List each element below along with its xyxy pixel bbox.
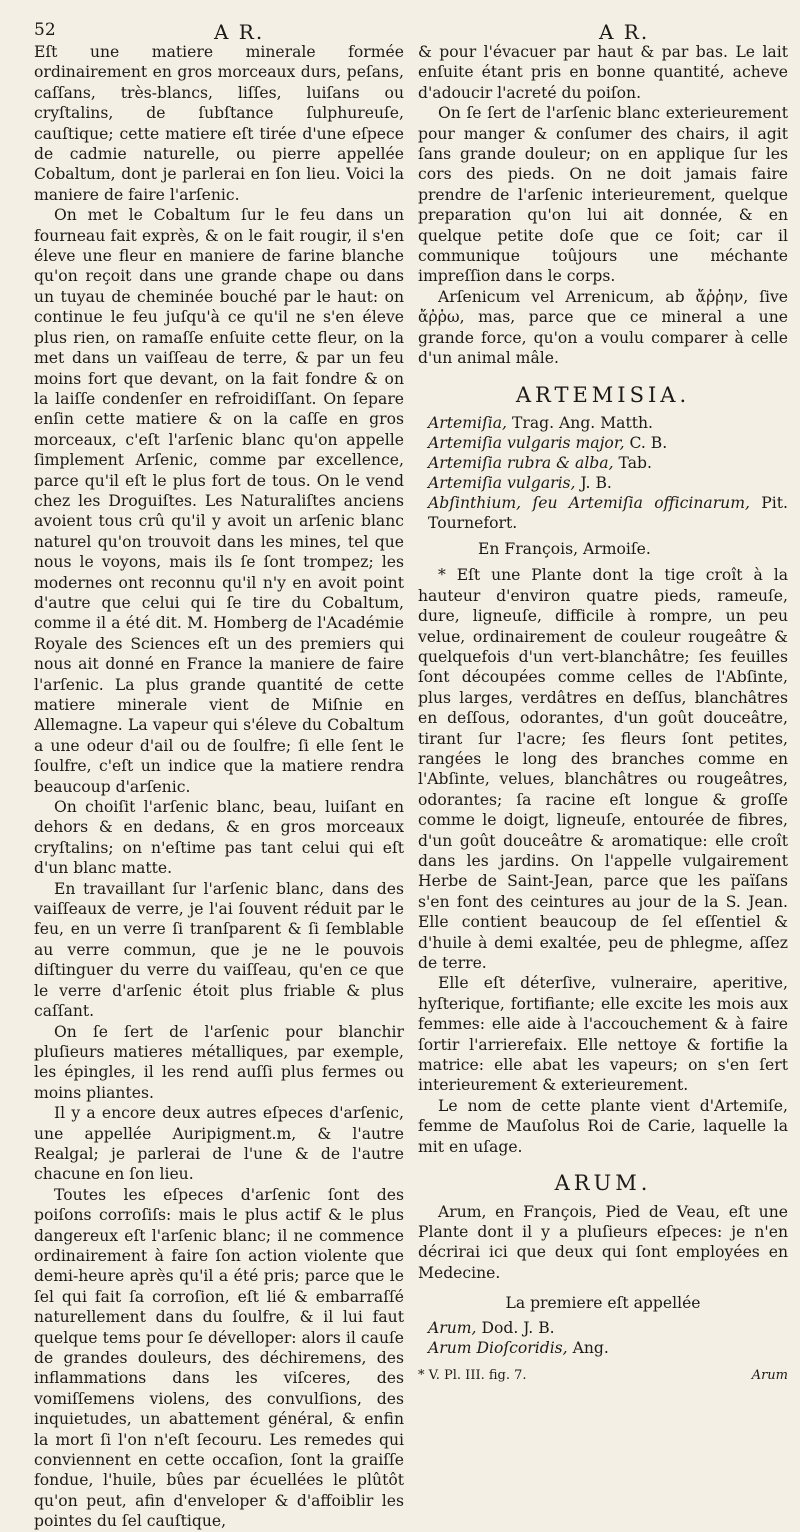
synonym-item (428, 1318, 788, 1338)
synonym-item (428, 413, 788, 433)
synonym-list (428, 413, 788, 533)
entry-heading-artemisia: ARTEMISIA. (515, 382, 691, 407)
page-number: 52 (34, 20, 56, 40)
plate-footnote: * V. Pl. III. fig. 7. (418, 1367, 527, 1383)
entry-heading-arum: ARUM. (554, 1171, 652, 1196)
synonym-name: Abſinthium, ſeu Artemiſia officinarum, (428, 493, 750, 512)
paragraph: Il y a encore deux autres eſpeces d'arſenic, une appellée Auripigment.m, & l'autre Realgal; je parlerai de l'une & de l'autre chacune en ſon lieu. (34, 1104, 404, 1184)
paragraph: Le nom de cette plante vient d'Artemiſe, femme de Mauſolus Roi de Carie, laquelle la mit en uſage. (418, 1096, 788, 1156)
synonym-authority: Tab. (618, 453, 652, 472)
running-head-left: A R. (214, 20, 265, 44)
synonym-authority: Ang. (572, 1338, 609, 1357)
paragraph: On ſe ſert de l'arſenic blanc exterieurement pour manger & conſumer des chairs, il agit ſans grande douleur; on en applique ſur les cors des pieds. On ne doit jamais faire prendre de l'arſenic interieurement, quelque preparation qu'on lui ait donnée, & en quelque petite doſe que ce ſoit; car il communique toûjours une méchante impreſſion dans le corps. (418, 104, 788, 286)
paragraph: Toutes les eſpeces d'arſenic ſont des poiſons corroſiſs: mais le plus actif & le plus dangereux eſt l'arſenic blanc; il ne commence ordinairement à faire ſon action violente que demi-heure après qu'il a été pris; parce que le ſel qui fait ſa corroſion, eſt lié & embarraſſé naturellement dans du ſoulfre, & il lui faut quelque tems pour ſe dévelloper: alors il cauſe de grandes douleurs, des déchiremens, des inflammations dans les viſceres, des vomiſſemens violens, des convulſions, des inquietudes, un abattement général, & enfin la mort ſi l'on n'eſt ſecouru. Les remedes qui conviennent en cette occaſion, ſont la graiſſe fondue, l'huile, bûes par écuellées le plûtôt qu'on peut, afin d'enveloper & d'affoiblir les pointes du ſel cauſtique, (34, 1185, 404, 1531)
synonym-item (428, 453, 788, 473)
synonym-authority: Pit. Tournefort. (428, 493, 788, 532)
synonym-list (428, 1318, 788, 1358)
synonym-name: Artemiſia vulgaris, (428, 473, 576, 492)
two-columns (34, 42, 790, 1532)
synonym-authority: Trag. Ang. Matth. (511, 413, 654, 432)
paragraph: On ſe ſert de l'arſenic pour blanchir pluſieurs matieres métalliques, par exemple, les épingles, il les rend auſſi plus fermes ou moins pliantes. (34, 1022, 404, 1102)
synonym-item (428, 433, 788, 453)
catchword: Arum (751, 1367, 788, 1383)
synonym-name: Arum Dioſcoridis, (428, 1338, 568, 1357)
continuation-paragraph: & pour l'évacuer par haut & par bas. Le lait enſuite étant pris en bonne quantité, acheve d'adoucir l'acreté du poiſon. (418, 43, 788, 102)
synonym-name: Artemiſia rubra & alba, (428, 453, 614, 472)
left-column (34, 42, 404, 1532)
paragraph: On met le Cobaltum ſur le feu dans un fourneau fait exprès, & on le fait rougir, il s'en éleve une fleur en maniere de farine blanche qu'on reçoit dans une grande chape ou dans un tuyau de cheminée bouché par le haut: on continue le feu juſqu'à ce qu'il ne s'en éleve plus rien, on ramaſſe enſuite cette fleur, on la met dans un vaiſſeau de terre, & par un feu moins fort que devant, on la fait fondre & on la laiſſe condenſer en refroidiſſant. On ſepare enſin cette matiere & on la caſſe en gros morceaux, c'eſt l'arſenic blanc qu'on appelle ſimplement Arſenic, comme par excellence, parce qu'il eſt le plus fort de tous. On le vend chez les Droguiſtes. Les Naturaliſtes anciens avoient tous crû qu'il y avoit un arſenic blanc naturel qu'on trouvoit dans les mines, tel que nous le voyons, mais ils ſe ſont trompez; les modernes ont reconnu qu'il n'y en avoit point d'autre que celui qui ſe tire du Cobaltum, comme il a été dit. M. Homberg de l'Académie Royale des Sciences eſt un des premiers qui nous ait donné en France la maniere de faire l'arſenic. La plus grande quantité de cette matiere minerale vient de Miſnie en Allemagne. La vapeur qui s'éleve du Cobaltum a une odeur d'ail ou de ſoulfre; ſi elle ſent le ſoulfre, c'eſt un indice que la matiere rendra beaucoup d'arſenic. (34, 206, 404, 796)
synonym-name: Artemiſia vulgaris major, (428, 433, 625, 452)
synonym-name: Arum, (428, 1318, 477, 1337)
synonym-item (428, 493, 788, 533)
paragraph: Arum, en François, Pied de Veau, eſt une Plante dont il y a pluſieurs eſpeces: je n'en décrirai ici que deux qui ſont employées en Medecine. (418, 1202, 788, 1282)
synonym-authority: C. B. (629, 433, 668, 452)
paragraph: En travaillant ſur l'arſenic blanc, dans des vaiſſeaux de verre, je l'ai ſouvent réduit par le feu, en un verre ſi tranſparent & ſi ſemblable au verre commun, que je ne le pouvois diſtinguer du verre du vaiſſeau, qu'en ce que le verre d'arſenic étoit plus friable & plus caſſant. (34, 879, 404, 1021)
footnote-row (418, 1366, 788, 1386)
synonym-authority: J. B. (580, 473, 612, 492)
synonym-authority: Dod. J. B. (481, 1318, 555, 1337)
paragraph: Eſt une matiere minerale formée ordinairement en gros morceaux durs, peſans, caſſans, très-blancs, liſſes, luiſans ou cryſtalins, de ſubſtance ſulphureuſe, cauſtique; cette matiere eſt tirée d'une eſpece de cadmie naturelle, ou pierre appellée Cobaltum, dont je parlerai en ſon lieu. Voici la maniere de faire l'arſenic. (34, 43, 404, 204)
synonym-name: Artemiſia, (428, 413, 507, 432)
sub-heading: La premiere eſt appellée (505, 1294, 701, 1313)
synonym-item (428, 1338, 788, 1358)
running-head-right: A R. (599, 20, 650, 44)
running-head (34, 8, 790, 42)
etymology-paragraph: Arſenicum vel Arrenicum, ab ἄῤῥην, ſive ἄῤῥω, mas, parce que ce mineral a une grande force, qu'on a voulu comparer à celle d'un animal mâle. (418, 287, 788, 368)
synonym-item (428, 473, 788, 493)
french-name: En François, Armoiſe. (478, 539, 651, 558)
right-column (418, 42, 788, 1532)
paragraph: On choiſit l'arſenic blanc, beau, luiſant en dehors & en dedans, & en gros morceaux cryſtalins; on n'eſtime pas tant celui qui eſt d'un blanc matte. (34, 798, 404, 878)
paragraph: * Eſt une Plante dont la tige croît à la hauteur d'environ quatre pieds, rameuſe, dure, ligneuſe, difficile à rompre, un peu velue, ordinairement de couleur rougeâtre & quelquefois d'un vert-blanchâtre; ſes feuilles ſont découpées comme celles de l'Abſinte, plus larges, verdâtres en deſſus, blanchâtres en deſſous, odorantes, d'un goût douceâtre, tirant ſur l'acre; ſes fleurs ſont petites, rangées le long des branches comme en l'Abſinte, velues, blanchâtres ou rougeâtres, odorantes; ſa racine eſt longue & groſſe comme le doigt, ligneuſe, entourée de fibres, d'un goût douceâtre & aromatique: elle croît dans les jardins. On l'appelle vulgairement Herbe de Saint-Jean, parce que les païſans s'en font des ceintures au jour de la S. Jean. Elle contient beaucoup de ſel eſſentiel & d'huile à demi exaltée, peu de phlegme, aſſez de terre. (418, 566, 788, 973)
paragraph: Elle eſt déterſive, vulneraire, aperitive, hyſterique, fortifiante; elle excite les mois aux femmes: elle aide à l'accouchement & à faire ſortir l'arrierefaix. Elle nettoye & fortifie la matrice: elle abat les vapeurs; on s'en ſert interieurement & exterieurement. (418, 974, 788, 1095)
